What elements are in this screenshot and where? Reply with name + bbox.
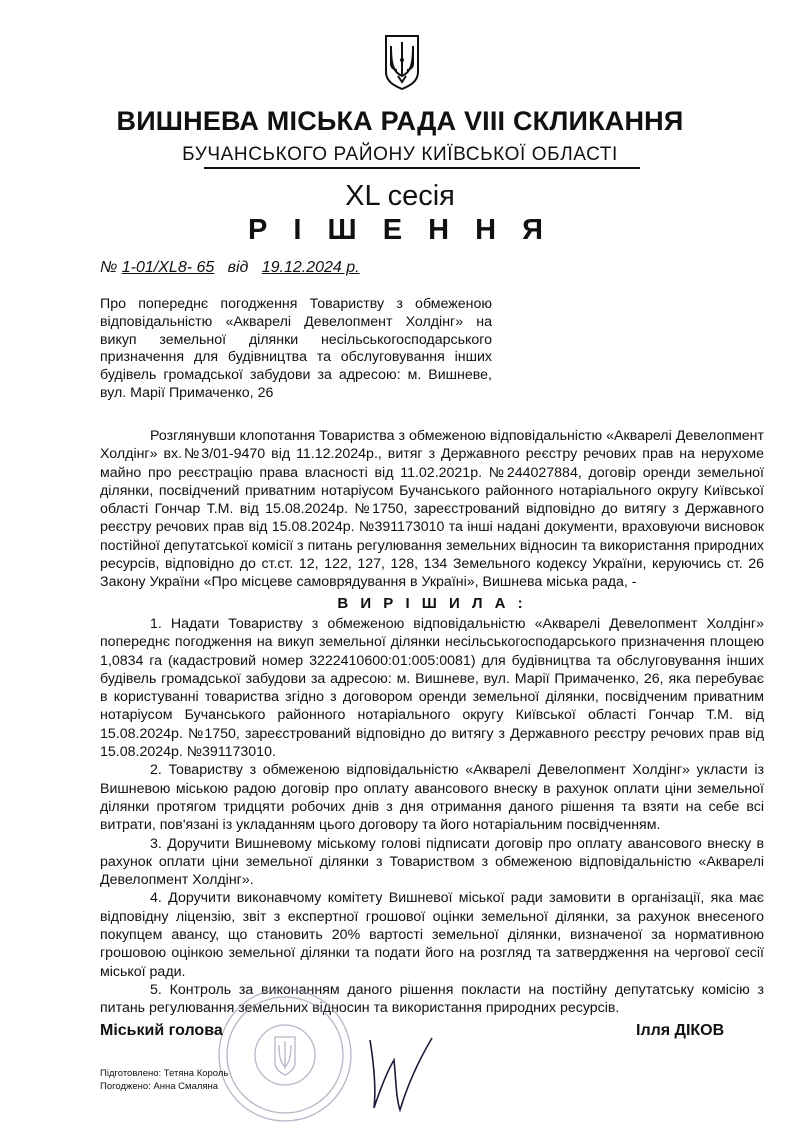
prepared-by: Підготовлено: Тетяна Король [100, 1068, 229, 1079]
council-name: ВИШНЕВА МІСЬКА РАДА VIII СКЛИКАННЯ [116, 106, 684, 136]
preamble-paragraph: Розглянувши клопотання Товариства з обмеженою відповідальністю «Акварелі Девелопмент Холдінг» вх.№3/01-9470 від 11.12.2024р., витяг з Державного реєстру речових прав на нерухоме майно про реєстрацію права власності від 11.02.2021р. №244027884, договір оренди земельної ділянки, посвідчений приватним нотаріусом Бучанського районного нотаріального округу Київської області Гончар Т.М. від 15.08.2024р. №1750, зареєстрований відповідно до витягу з Державного реєстру речових прав від 15.08.2024р. №391173010 та інші надані документи, враховуючи висновок постійної депутатської комісії з питань регулювання земельних відносин та використання природних ресурсів, відповідно до ст.ст. 12, 122, 127, 128, 134 Земельного кодексу України, керуючись ст. 26 Закону України «Про місцеве самоврядування в Україні», Вишнева міська рада, - [100, 428, 764, 591]
header-divider [204, 167, 640, 169]
session-title: XL сесія [345, 180, 455, 212]
agreed-by: Погоджено: Анна Смаляна [100, 1080, 219, 1092]
decision-subject: Про попереднє погодження Товариству з обмеженою відповідальністю «Акварелі Девелопмент Холдінг» на викуп земельної ділянки несільськогосподарського призначення для будівництва та обслуговування інших будівель громадської забудови за адресою: м. Вишневе, вул. Марії Примаченко, 26 [100, 296, 492, 401]
handwritten-signature-icon [360, 1020, 440, 1115]
number-prefix: № [100, 259, 118, 276]
prepared-block [100, 1068, 228, 1093]
mayor-name: Ілля ДІКОВ [636, 1022, 725, 1039]
decision-item: 4. Доручити виконавчому комітету Вишневої міської ради замовити в організації, яка має відповідну ліцензію, звіт з експертної грошової оцінки земельної ділянки, за рахунок внесеного покупцем авансу, що становить 20% вартості земельної ділянки, визначеної за нормативною грошовою оцінкою земельної ділянки та подати його на розгляд та затвердження на чергової сесії міської ради. [100, 890, 764, 980]
from-word: від [227, 259, 249, 276]
district-name: БУЧАНСЬКОГО РАЙОНУ КИЇВСЬКОЇ ОБЛАСТІ [182, 144, 618, 165]
decision-number-line [100, 259, 360, 277]
decision-body [100, 427, 764, 1018]
trident-emblem-icon [383, 34, 421, 90]
decided-heading: В И Р І Ш И Л А : [337, 594, 527, 612]
decision-date: 19.12.2024 р. [261, 259, 360, 276]
mayor-title: Міський голова [100, 1022, 223, 1039]
decision-number: 1-01/XL8- 65 [121, 259, 215, 276]
decision-item: 5. Контроль за виконанням даного рішення покласти на постійну депутатську комісію з питань регулювання земельних відносин та використання природних ресурсів. [100, 981, 764, 1017]
document-type: Р І Ш Е Н Н Я [248, 214, 552, 246]
official-seal-icon [205, 985, 365, 1125]
decision-item: 3. Доручити Вишневому міському голові підписати договір про оплату авансового внеску в рахунок оплати ціни земельної ділянки з Товариством з обмеженою відповідальністю «Акварелі Девелопмент Холдінг». [100, 835, 764, 889]
decision-item: 1. Надати Товариству з обмеженою відповідальністю «Акварелі Девелопмент Холдінг» попереднє погодження на викуп земельної ділянки несільськогосподарського призначення площею 1,0834 га (кадастровий номер 3222410600:01:005:0081) для будівництва та обслуговування інших будівель громадської забудови за адресою: м. Вишневе, вул. Марії Примаченко, 26, яка перебуває в користуванні товариства згідно з договором оренди земельної ділянки, посвідченим приватним нотаріусом Бучанського районного нотаріального округу Київської області Гончар Т.М. від 15.08.2024р. №1750, зареєстрований відповідно до витягу з Державного реєстру речових прав від 15.08.2024р. №391173010. [100, 615, 764, 761]
decision-item: 2. Товариству з обмеженою відповідальністю «Акварелі Девелопмент Холдінг» укласти із Вишневою міською радою договір про оплату авансового внеску в рахунок оплати ціни земельної ділянки протягом тридцяти робочих днів з дня отримання даного рішення та взяти на себе всі витрати, пов'язані із укладанням цього договору та його нотаріальним посвідченням. [100, 762, 764, 834]
